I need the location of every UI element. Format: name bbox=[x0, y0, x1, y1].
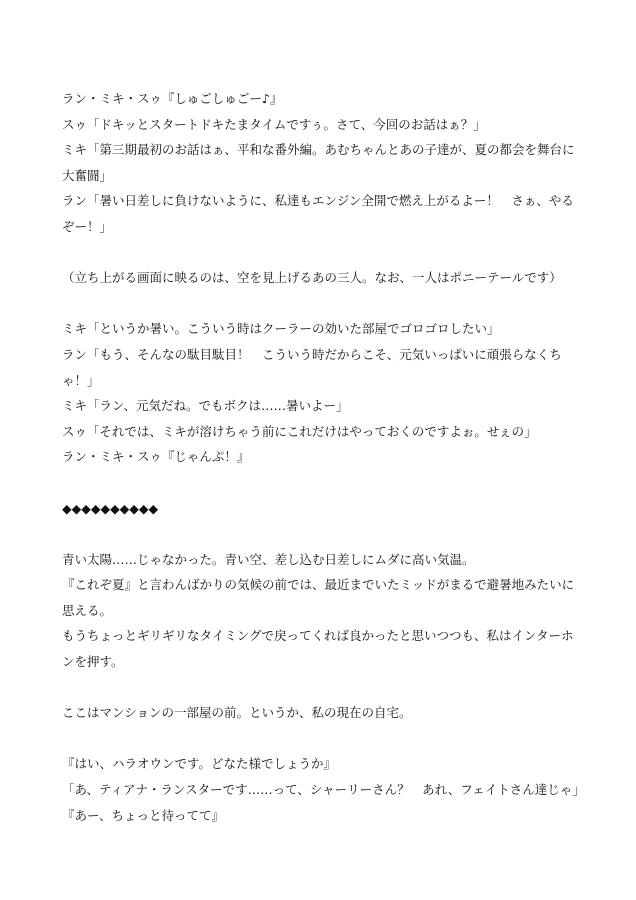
text-line: もうちょっとギリギリなタイミングで戻ってくれば良かったと思いつつも、私はインターホンを押す。 bbox=[62, 628, 574, 670]
section-divider: ◆◆◆◆◆◆◆◆◆◆ bbox=[62, 500, 159, 516]
text-line: スゥ「ドキッとスタートドキたまタイムですぅ。さて、今回のお話はぁ？」 bbox=[62, 116, 486, 132]
text-line: 『これぞ夏』と言わんばかりの気候の前では、最近までいたミッドがまるで避暑地みたいに思える。 bbox=[62, 577, 575, 618]
blank-line bbox=[62, 726, 582, 752]
text-line: （立ち上がる画面に映るのは、空を見上げるあの三人。なお、一人はポニーテールです） bbox=[62, 270, 562, 286]
blank-line bbox=[62, 240, 582, 266]
blank-line bbox=[62, 470, 582, 496]
text-line: 『はい、ハラオウンです。どなた様でしょうか』 bbox=[62, 756, 337, 772]
text-line: ミキ「というか暑い。こういう時はクーラーの効いた部屋でゴロゴロしたい」 bbox=[62, 321, 500, 337]
body-text bbox=[62, 86, 585, 828]
text-line: スゥ「それでは、ミキが溶けちゃう前にこれだけはやっておくのですよぉ。せぇの」 bbox=[62, 423, 537, 439]
text-line: ここはマンションの一部屋の前。というか、私の現在の自宅。 bbox=[62, 705, 412, 721]
text-line: ラン「暑い日差しに負けないように、私達もエンジン全開で燃え上がるよー！ さぁ、やるぞー！」 bbox=[62, 193, 574, 234]
text-line: 『あー、ちょっと待ってて』 bbox=[62, 807, 225, 823]
blank-line bbox=[62, 291, 582, 317]
text-line: ラン「もう、そんなの駄目駄目！ こういう時だからこそ、元気いっぱいに頑張らなくちゃ！」 bbox=[62, 346, 562, 388]
text-line: ラン・ミキ・スゥ『じゃんぷ！』 bbox=[62, 449, 250, 465]
text-line: ラン・ミキ・スゥ『しゅごしゅごー♪』 bbox=[62, 91, 283, 106]
blank-line bbox=[62, 521, 582, 547]
text-line: ミキ「第三期最初のお話はぁ、平和な番外編。あむちゃんとあの子達が、夏の都会を舞台に大奮闘」 bbox=[62, 142, 575, 183]
blank-line bbox=[62, 675, 582, 701]
text-line: 「あ、ティアナ・ランスターです……って、シャーリーさん？ あれ、フェイトさん達じゃ」 bbox=[62, 782, 585, 798]
text-line: ミキ「ラン、元気だね。でもボクは……暑いよー」 bbox=[62, 398, 349, 414]
text-line: 青い太陽……じゃなかった。青い空、差し込む日差しにムダに高い気温。 bbox=[62, 551, 475, 567]
